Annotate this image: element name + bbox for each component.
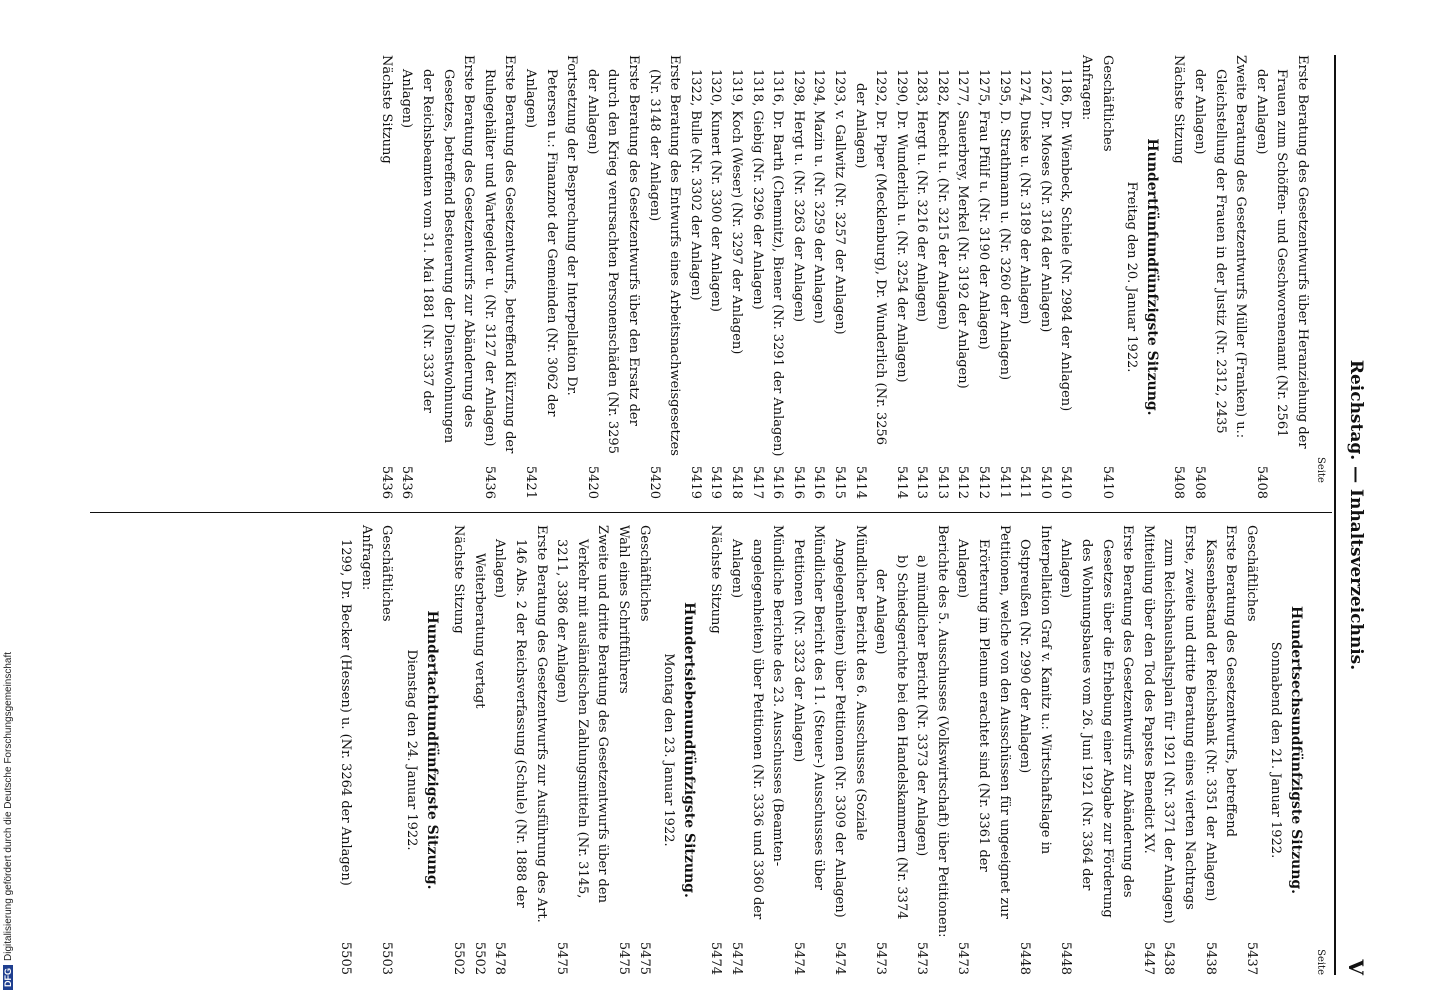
toc-page-number: 5447 xyxy=(1140,941,1156,975)
toc-entry-text: Mündlicher Bericht des 6. Ausschusses (Soziale Angelegenheiten) über Petitionen (Nr. 3309 der Anlagen) xyxy=(831,525,868,918)
toc-entry xyxy=(828,525,869,975)
toc-page-number: 5474 xyxy=(831,941,847,975)
toc-entry xyxy=(931,55,952,499)
toc-entry-text: 1275, Frau Pfülf u. (Nr. 3190 der Anlagen) xyxy=(976,69,992,350)
toc-entry xyxy=(849,55,890,499)
toc-entry-text: Erste Beratung des Gesetzentwurfs zur Abänderung des Gesetzes über die Erhebung einer Abgabe zur Förderung des Wohnungsbaues vom 26. Juni 1921 (Nr. 3364 der Anlagen) xyxy=(1058,525,1136,918)
sitting-heading: Hundertachtundfünfzigste Sitzung. xyxy=(423,610,440,890)
toc-page-number: 5415 xyxy=(831,465,847,499)
toc-page-number: 5408 xyxy=(1171,465,1187,499)
toc-entry-text: 1292, Dr. Piper (Mecklenburg), Dr. Wunderlich (Nr. 3256 der Anlagen) xyxy=(852,69,889,446)
toc-entry xyxy=(746,55,767,499)
toc-page-number: 5420 xyxy=(584,465,600,499)
toc-page-number: 5412 xyxy=(955,465,971,499)
toc-entry xyxy=(1034,55,1055,499)
toc-page-number: 5503 xyxy=(379,941,395,975)
toc-page-number: 5416 xyxy=(770,465,786,499)
toc-entry-text: 1295, D. Strathmann u. (Nr. 3260 der Anlagen) xyxy=(996,69,1012,381)
toc-column-right xyxy=(90,525,1312,975)
page-number: V xyxy=(1344,959,1368,975)
toc-entry xyxy=(448,525,469,975)
toc-entry-text: Berichte des 5. Ausschusses (Volkswirtschaft) über Petitionen: xyxy=(934,525,950,938)
toc-entry-text: Weiterberatung vertagt xyxy=(471,553,487,709)
toc-entry-text: 1282, Knecht u. (Nr. 3215 der Anlagen) xyxy=(934,69,950,330)
toc-entry xyxy=(633,525,654,975)
toc-entry-text: Erste, zweite und dritte Beratung eines vierten Nachtrags zum Reichshaushaltsplan für 1921 (Nr. 3371 der Anlagen) xyxy=(1161,525,1198,924)
toc-page-number: 5410 xyxy=(1099,465,1115,499)
toc-entry xyxy=(1250,55,1312,499)
toc-entry-text: Interpellation Graf v. Kanitz u.: Wirtschaftslage in Ostpreußen (Nr. 2990 der Anlagen) xyxy=(1017,525,1053,855)
toc-entry-text: Mündliche Berichte des 23. Ausschusses (Beamtenangelegenheiten) über Petitionen (Nr. 3336 und 3360 der Anlagen) xyxy=(728,525,786,920)
toc-entry-text: Erste Beratung des Gesetzentwurfs zur Abänderung des Gesetzes, betreffend Besteuerung der Dienstwohnungen der Reichsbeamten vom 31. Mai 1881 (Nr. 3337 der Anlagen) xyxy=(399,55,477,444)
toc-entry-text: Geschäftliches xyxy=(379,525,395,622)
seite-label-left: Seite xyxy=(1315,457,1326,483)
toc-entry-text: Geschäftliches xyxy=(1243,525,1259,622)
toc-column-left xyxy=(90,55,1312,499)
toc-entry-text: 1299, Dr. Becker (Hessen) u. (Nr. 3264 der Anlagen) xyxy=(338,539,354,886)
sitting-date: Dienstag den 24. Januar 1922. xyxy=(404,649,420,851)
dfg-logo: DFG xyxy=(3,965,13,990)
toc-entry xyxy=(335,525,356,975)
toc-entry xyxy=(1199,525,1240,975)
digitization-watermark xyxy=(0,0,16,1000)
toc-page-number: 5436 xyxy=(481,465,497,499)
toc-entry-text: 1283, Hergt u. (Nr. 3216 der Anlagen) xyxy=(914,69,930,323)
toc-entry xyxy=(1055,525,1137,975)
toc-entry xyxy=(375,55,396,499)
toc-entry xyxy=(787,55,808,499)
watermark-text: Digitalisierung gefördert durch die Deutsche Forschungsgemeinschaft xyxy=(2,651,14,961)
toc-entry-text: Erste Beratung des Gesetzentwurfs über Heranziehung der Frauen zum Schöffen- und Geschworenenamt (Nr. 2561 der Anlagen) xyxy=(1253,55,1310,449)
toc-entry-text: Erste Beratung des Gesetzentwurfs, betreffend Kassenbestand der Reichsbank (Nr. 3351 der Anlagen) xyxy=(1202,525,1239,902)
toc-page-number: 5438 xyxy=(1202,941,1218,975)
toc-entry-text: Anfragen: xyxy=(358,525,374,591)
toc-entry xyxy=(376,525,397,975)
toc-entry-text: Anfragen: xyxy=(1079,55,1095,121)
toc-entry-text: Geschäftliches xyxy=(636,525,652,622)
toc-page-number: 5436 xyxy=(399,465,415,499)
toc-entry xyxy=(1158,525,1199,975)
toc-entry xyxy=(1014,55,1035,499)
toc-entry xyxy=(1137,525,1158,975)
toc-page-number: 5505 xyxy=(338,941,354,975)
toc-entry xyxy=(1014,525,1055,975)
toc-page-number: 5473 xyxy=(955,941,971,975)
toc-page-number: 5413 xyxy=(934,465,950,499)
toc-page-number: 5475 xyxy=(616,941,631,975)
sitting-heading: Hundertsiebenundfünfzigste Sitzung. xyxy=(680,602,697,898)
toc-page-number: 5475 xyxy=(636,941,652,975)
sitting-heading: Hundertsechsundfünfzigste Sitzung. xyxy=(1288,605,1304,895)
toc-entry-text: 1277, Sauerbrey, Merkel (Nr. 3192 der Anlagen) xyxy=(955,69,971,389)
toc-entry-text: Erste Beratung des Entwurfs eines Arbeitsnachweisgesetzes (Nr. 3148 der Anlagen) xyxy=(646,55,683,456)
page-header xyxy=(1334,55,1370,975)
toc-entry-text: 1294, Mazin u. (Nr. 3259 der Anlagen) xyxy=(811,69,827,324)
toc-entry-text: Nächste Sitzung xyxy=(451,525,467,634)
toc-entry xyxy=(1075,55,1096,499)
toc-page-number: 5410 xyxy=(1058,465,1074,499)
toc-page-number: 5438 xyxy=(1161,941,1177,975)
toc-page-number: 5419 xyxy=(708,465,724,499)
toc-page-number: 5448 xyxy=(1058,941,1074,975)
toc-page-number: 5411 xyxy=(1017,465,1033,499)
toc-page-number: 5502 xyxy=(451,941,467,975)
toc-entry xyxy=(1168,55,1189,499)
toc-entry xyxy=(890,55,911,499)
toc-page-number: 5448 xyxy=(1017,941,1033,975)
sitting-date: Freitag den 20. Januar 1922. xyxy=(1124,181,1140,373)
toc-entry-text: Zweite und dritte Beratung des Gesetzentwurfs über den Verkehr mit ausländischen Zahlungsmitteln (Nr. 3145, 3211, 3386 der Anlagen) xyxy=(554,525,611,903)
toc-entry-text: Erste Beratung des Gesetzentwurfs zur Ausführung des Art. 146 Abs. 2 der Reichsverfassung (Schule) (Nr. 1888 der Anlagen) xyxy=(492,525,549,923)
toc-entry xyxy=(551,525,613,975)
toc-entry-text: 1290, Dr. Wunderlich u. (Nr. 3254 der Anlagen) xyxy=(893,69,909,383)
toc-page-number: 5414 xyxy=(893,465,909,499)
toc-entry xyxy=(870,525,911,975)
toc-entry xyxy=(643,55,684,499)
toc-entry-text: Erste Beratung des Gesetzentwurfs, betreffend Kürzung der Ruhegehälter und Wartegelder u. (Nr. 3127 der Anlagen) xyxy=(481,55,518,454)
toc-page-number: 5473 xyxy=(873,941,889,975)
toc-page-number: 5436 xyxy=(378,465,394,499)
toc-entry-text: 1267, Dr. Moses (Nr. 3164 der Anlagen) xyxy=(1037,69,1053,333)
toc-entry xyxy=(787,525,828,975)
toc-entry-text: a) mündlicher Bericht (Nr. 3373 der Anlagen) xyxy=(914,555,930,857)
toc-page-number: 5474 xyxy=(790,941,806,975)
toc-page-number: 5474 xyxy=(728,941,744,975)
toc-page-number: 5414 xyxy=(852,465,868,499)
toc-page-number: 5412 xyxy=(976,465,992,499)
toc-entry-text: Wahl eines Schriftführers xyxy=(616,525,631,694)
toc-entry xyxy=(684,55,705,499)
document-page xyxy=(90,55,1370,975)
seite-label-right: Seite xyxy=(1315,949,1326,975)
toc-entry xyxy=(581,55,643,499)
toc-entry xyxy=(725,55,746,499)
toc-entry xyxy=(725,525,787,975)
toc-entry-text: Petitionen, welche von den Ausschüssen für ungeeignet zur Erörterung im Plenum erachtet sind (Nr. 3361 der Anlagen) xyxy=(955,525,1012,919)
toc-page-number: 5473 xyxy=(914,941,930,975)
toc-entry-text: 1318, Giebig (Nr. 3296 der Anlagen) xyxy=(749,69,765,310)
toc-page-number: 5420 xyxy=(646,465,662,499)
toc-entry xyxy=(468,525,489,975)
toc-entry xyxy=(705,55,726,499)
toc-entry xyxy=(1188,55,1250,499)
toc-page-number: 5475 xyxy=(554,941,570,975)
toc-page-number: 5417 xyxy=(749,465,765,499)
toc-entry xyxy=(519,55,581,499)
toc-entry xyxy=(612,525,633,975)
toc-page-number: 5474 xyxy=(708,941,724,975)
toc-entry xyxy=(1055,55,1076,499)
toc-entry-text: Fortsetzung der Besprechung der Interpellation Dr. Petersen u.: Finanznot der Gemeinden (Nr. 3062 der Anlagen) xyxy=(523,55,580,417)
toc-entry-text: Erste Beratung des Gesetzentwurfs über den Ersatz der durch den Krieg verursachten Personenschäden (Nr. 3295 der Anlagen) xyxy=(584,55,641,454)
toc-page-number: 5416 xyxy=(811,465,827,499)
toc-entry xyxy=(396,55,478,499)
toc-entry-text: Nächste Sitzung xyxy=(378,55,394,164)
toc-entry-text: 1320, Kunert (Nr. 3300 der Anlagen) xyxy=(708,69,724,312)
toc-entry xyxy=(808,55,829,499)
toc-entry xyxy=(705,525,726,975)
toc-entry xyxy=(355,525,376,975)
toc-entry-text: Zweite Beratung des Gesetzentwurfs Müller (Franken) u.: Gleichstellung der Frauen in der Justiz (Nr. 2312, 2435 der Anlagen) xyxy=(1192,55,1249,439)
toc-entry xyxy=(489,525,551,975)
toc-page-number: 5419 xyxy=(687,465,703,499)
toc-entry-text: 1322, Bulle (Nr. 3302 der Anlagen) xyxy=(687,69,703,301)
sitting-date: Montag den 23. Januar 1922. xyxy=(661,653,677,847)
toc-entry-text: 1298, Hergt u. (Nr. 3263 der Anlagen) xyxy=(790,69,806,323)
toc-page-number: 5478 xyxy=(492,941,508,975)
sitting-heading: Hundertfünfundfünfzigste Sitzung. xyxy=(1143,138,1160,416)
toc-entry-text: Mitteilung über den Tod des Papstes Benedict XV. xyxy=(1140,525,1156,854)
toc-entry xyxy=(911,525,932,975)
toc-page-number: 5418 xyxy=(728,465,744,499)
toc-entry-text: Nächste Sitzung xyxy=(1171,55,1187,164)
toc-page-number: 5416 xyxy=(790,465,806,499)
toc-entry-text: 1293, v. Gallwitz (Nr. 3257 der Anlagen) xyxy=(831,69,847,335)
toc-entry xyxy=(478,55,519,499)
toc-entry xyxy=(911,55,932,499)
toc-entry xyxy=(1096,55,1117,499)
toc-entry xyxy=(952,55,973,499)
toc-page-number: 5408 xyxy=(1192,465,1208,499)
toc-entry xyxy=(828,55,849,499)
header-title: Reichstag. — Inhaltsverzeichnis. xyxy=(1346,359,1366,671)
toc-entry-text: 1316, Dr. Barth (Chemnitz), Biener (Nr. 3291 der Anlagen) xyxy=(770,69,786,457)
toc-entry-text: Nächste Sitzung xyxy=(708,525,724,634)
toc-page-number: 5411 xyxy=(996,465,1012,499)
toc-page-number: 5410 xyxy=(1037,465,1053,499)
toc-entry xyxy=(952,525,1014,975)
toc-page-number: 5413 xyxy=(914,465,930,499)
toc-page-number: 5421 xyxy=(523,465,539,499)
toc-entry-text: 1274, Duske u. (Nr. 3189 der Anlagen) xyxy=(1017,69,1033,325)
column-divider xyxy=(90,512,1332,513)
toc-page-number: 5437 xyxy=(1243,941,1259,975)
toc-entry-text: b) Schiedsgerichte bei den Handelskammern (Nr. 3374 der Anlagen) xyxy=(873,555,909,920)
toc-page-number: 5408 xyxy=(1253,465,1269,499)
toc-entry-text: 1319, Koch (Weser) (Nr. 3297 der Anlagen) xyxy=(728,69,744,355)
toc-entry xyxy=(931,525,952,975)
toc-entry xyxy=(767,55,788,499)
toc-page-number: 5502 xyxy=(471,941,487,975)
sitting-date: Sonnabend den 21. Januar 1922. xyxy=(1268,641,1284,859)
toc-entry-text: Geschäftliches xyxy=(1099,55,1115,152)
toc-entry xyxy=(993,55,1014,499)
toc-entry xyxy=(973,55,994,499)
toc-entry-text: 1186, Dr. Wienbeck, Schiele (Nr. 2984 der Anlagen) xyxy=(1058,69,1074,412)
toc-entry-text: Mündlicher Bericht des 11. (Steuer-) Ausschusses über Petitionen (Nr. 3323 der Anlagen) xyxy=(790,525,827,890)
toc-entry xyxy=(1240,525,1261,975)
